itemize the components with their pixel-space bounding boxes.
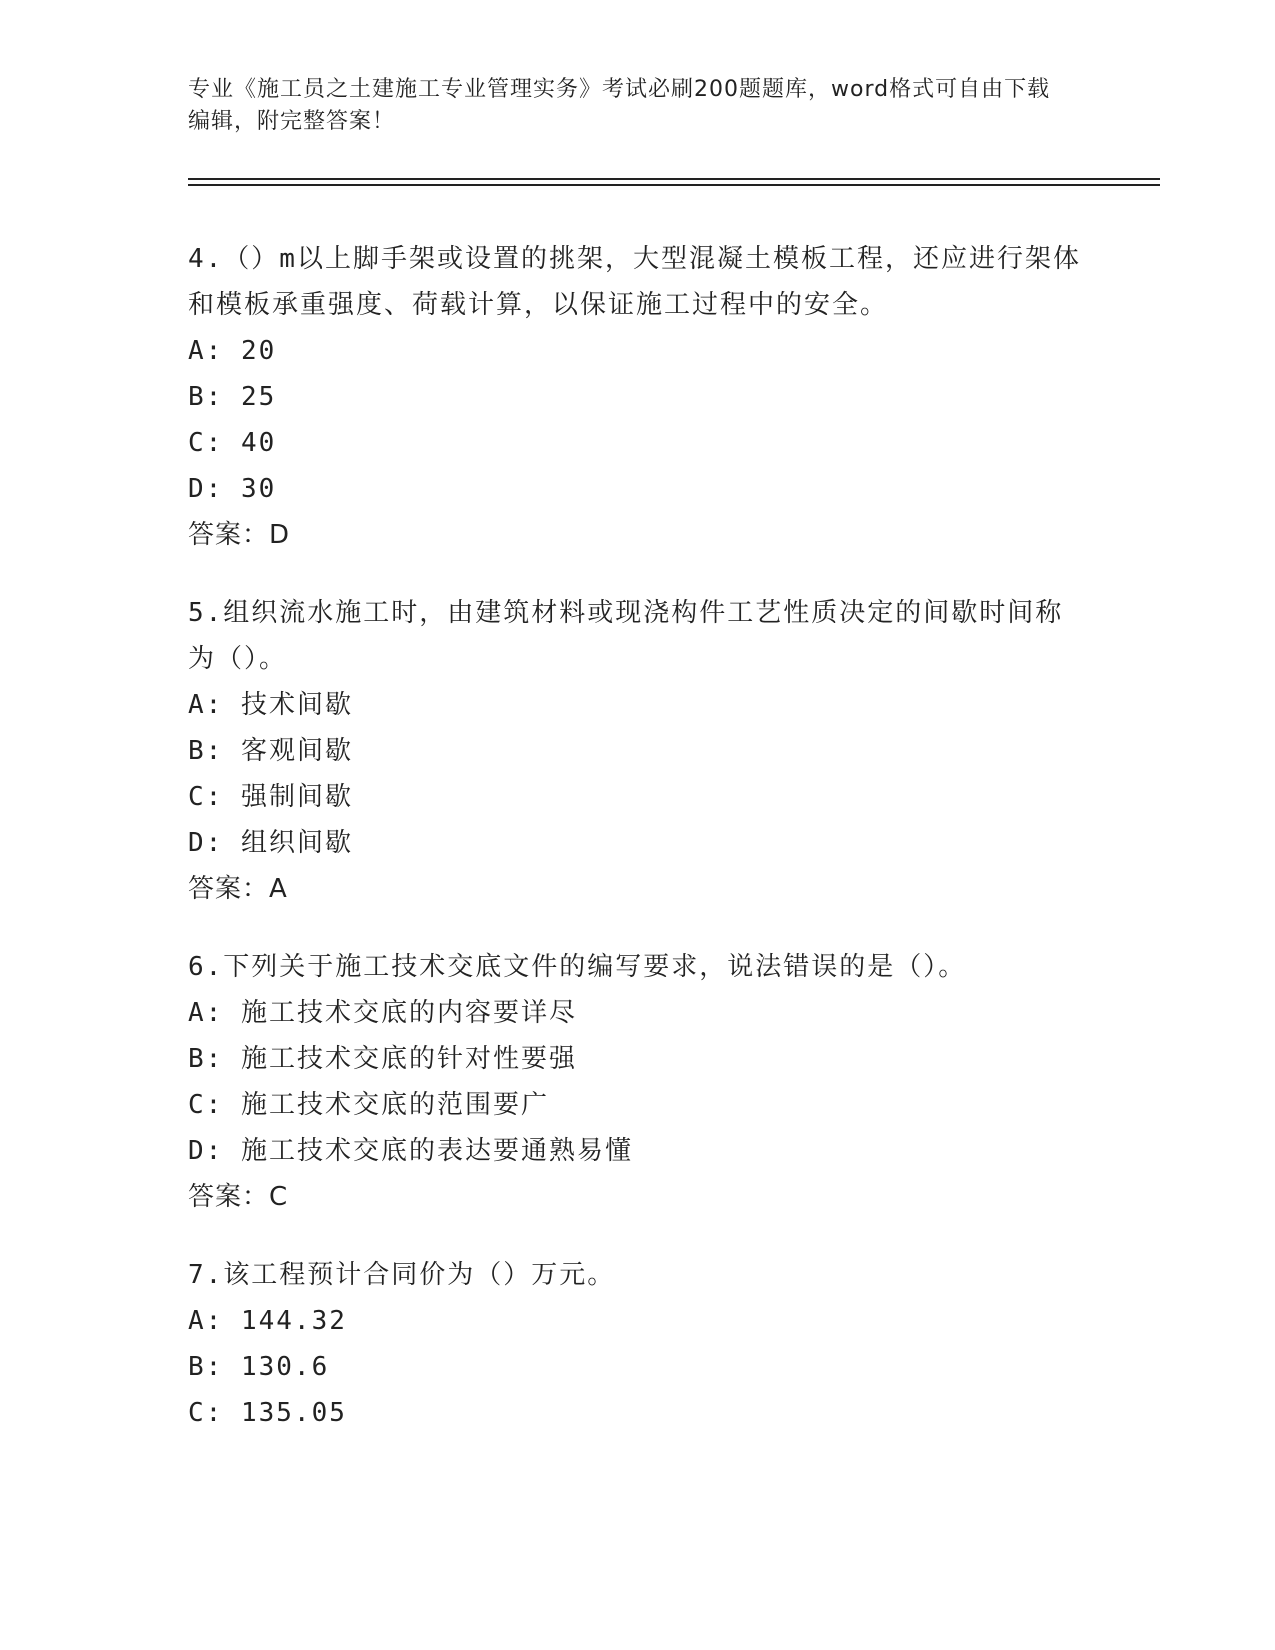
option-b: B: 客观间歇 (188, 736, 353, 766)
option-b: B: 130.6 (188, 1352, 330, 1382)
header-rule-top (188, 178, 1160, 180)
option-d: D: 施工技术交底的表达要通熟易懂 (188, 1136, 633, 1166)
option-c: C: 施工技术交底的范围要广 (188, 1090, 549, 1120)
option-c: C: 135.05 (188, 1398, 347, 1428)
question-text: 5.组织流水施工时，由建筑材料或现浇构件工艺性质决定的间歇时间称为（）。 (188, 598, 1064, 674)
question-7 (188, 1252, 1088, 1436)
option-d: D: 组织间歇 (188, 828, 353, 858)
option-a: A: 20 (188, 336, 277, 366)
question-6 (188, 944, 1088, 1220)
option-b: B: 25 (188, 382, 277, 412)
question-text: 6.下列关于施工技术交底文件的编写要求，说法错误的是（）。 (188, 952, 967, 982)
option-a: A: 144.32 (188, 1306, 347, 1336)
question-list (188, 236, 1088, 1468)
header-rule-bottom (188, 184, 1160, 186)
option-a: A: 施工技术交底的内容要详尽 (188, 998, 577, 1028)
question-text: 7.该工程预计合同价为（）万元。 (188, 1260, 616, 1290)
answer-line: 答案：C (188, 1182, 289, 1212)
question-5 (188, 590, 1088, 912)
option-c: C: 40 (188, 428, 277, 458)
option-d: D: 30 (188, 474, 277, 504)
option-c: C: 强制间歇 (188, 782, 353, 812)
answer-line: 答案：A (188, 874, 288, 904)
option-b: B: 施工技术交底的针对性要强 (188, 1044, 577, 1074)
document-header: 专业《施工员之土建施工专业管理实务》考试必刷200题题库，word格式可自由下载编辑，附完整答案！ (188, 77, 1051, 134)
question-text: 4.（）m以上脚手架或设置的挑架，大型混凝土模板工程，还应进行架体和模板承重强度、荷载计算，以保证施工过程中的安全。 (188, 244, 1081, 320)
question-4 (188, 236, 1088, 558)
option-a: A: 技术间歇 (188, 690, 353, 720)
answer-line: 答案：D (188, 520, 291, 550)
